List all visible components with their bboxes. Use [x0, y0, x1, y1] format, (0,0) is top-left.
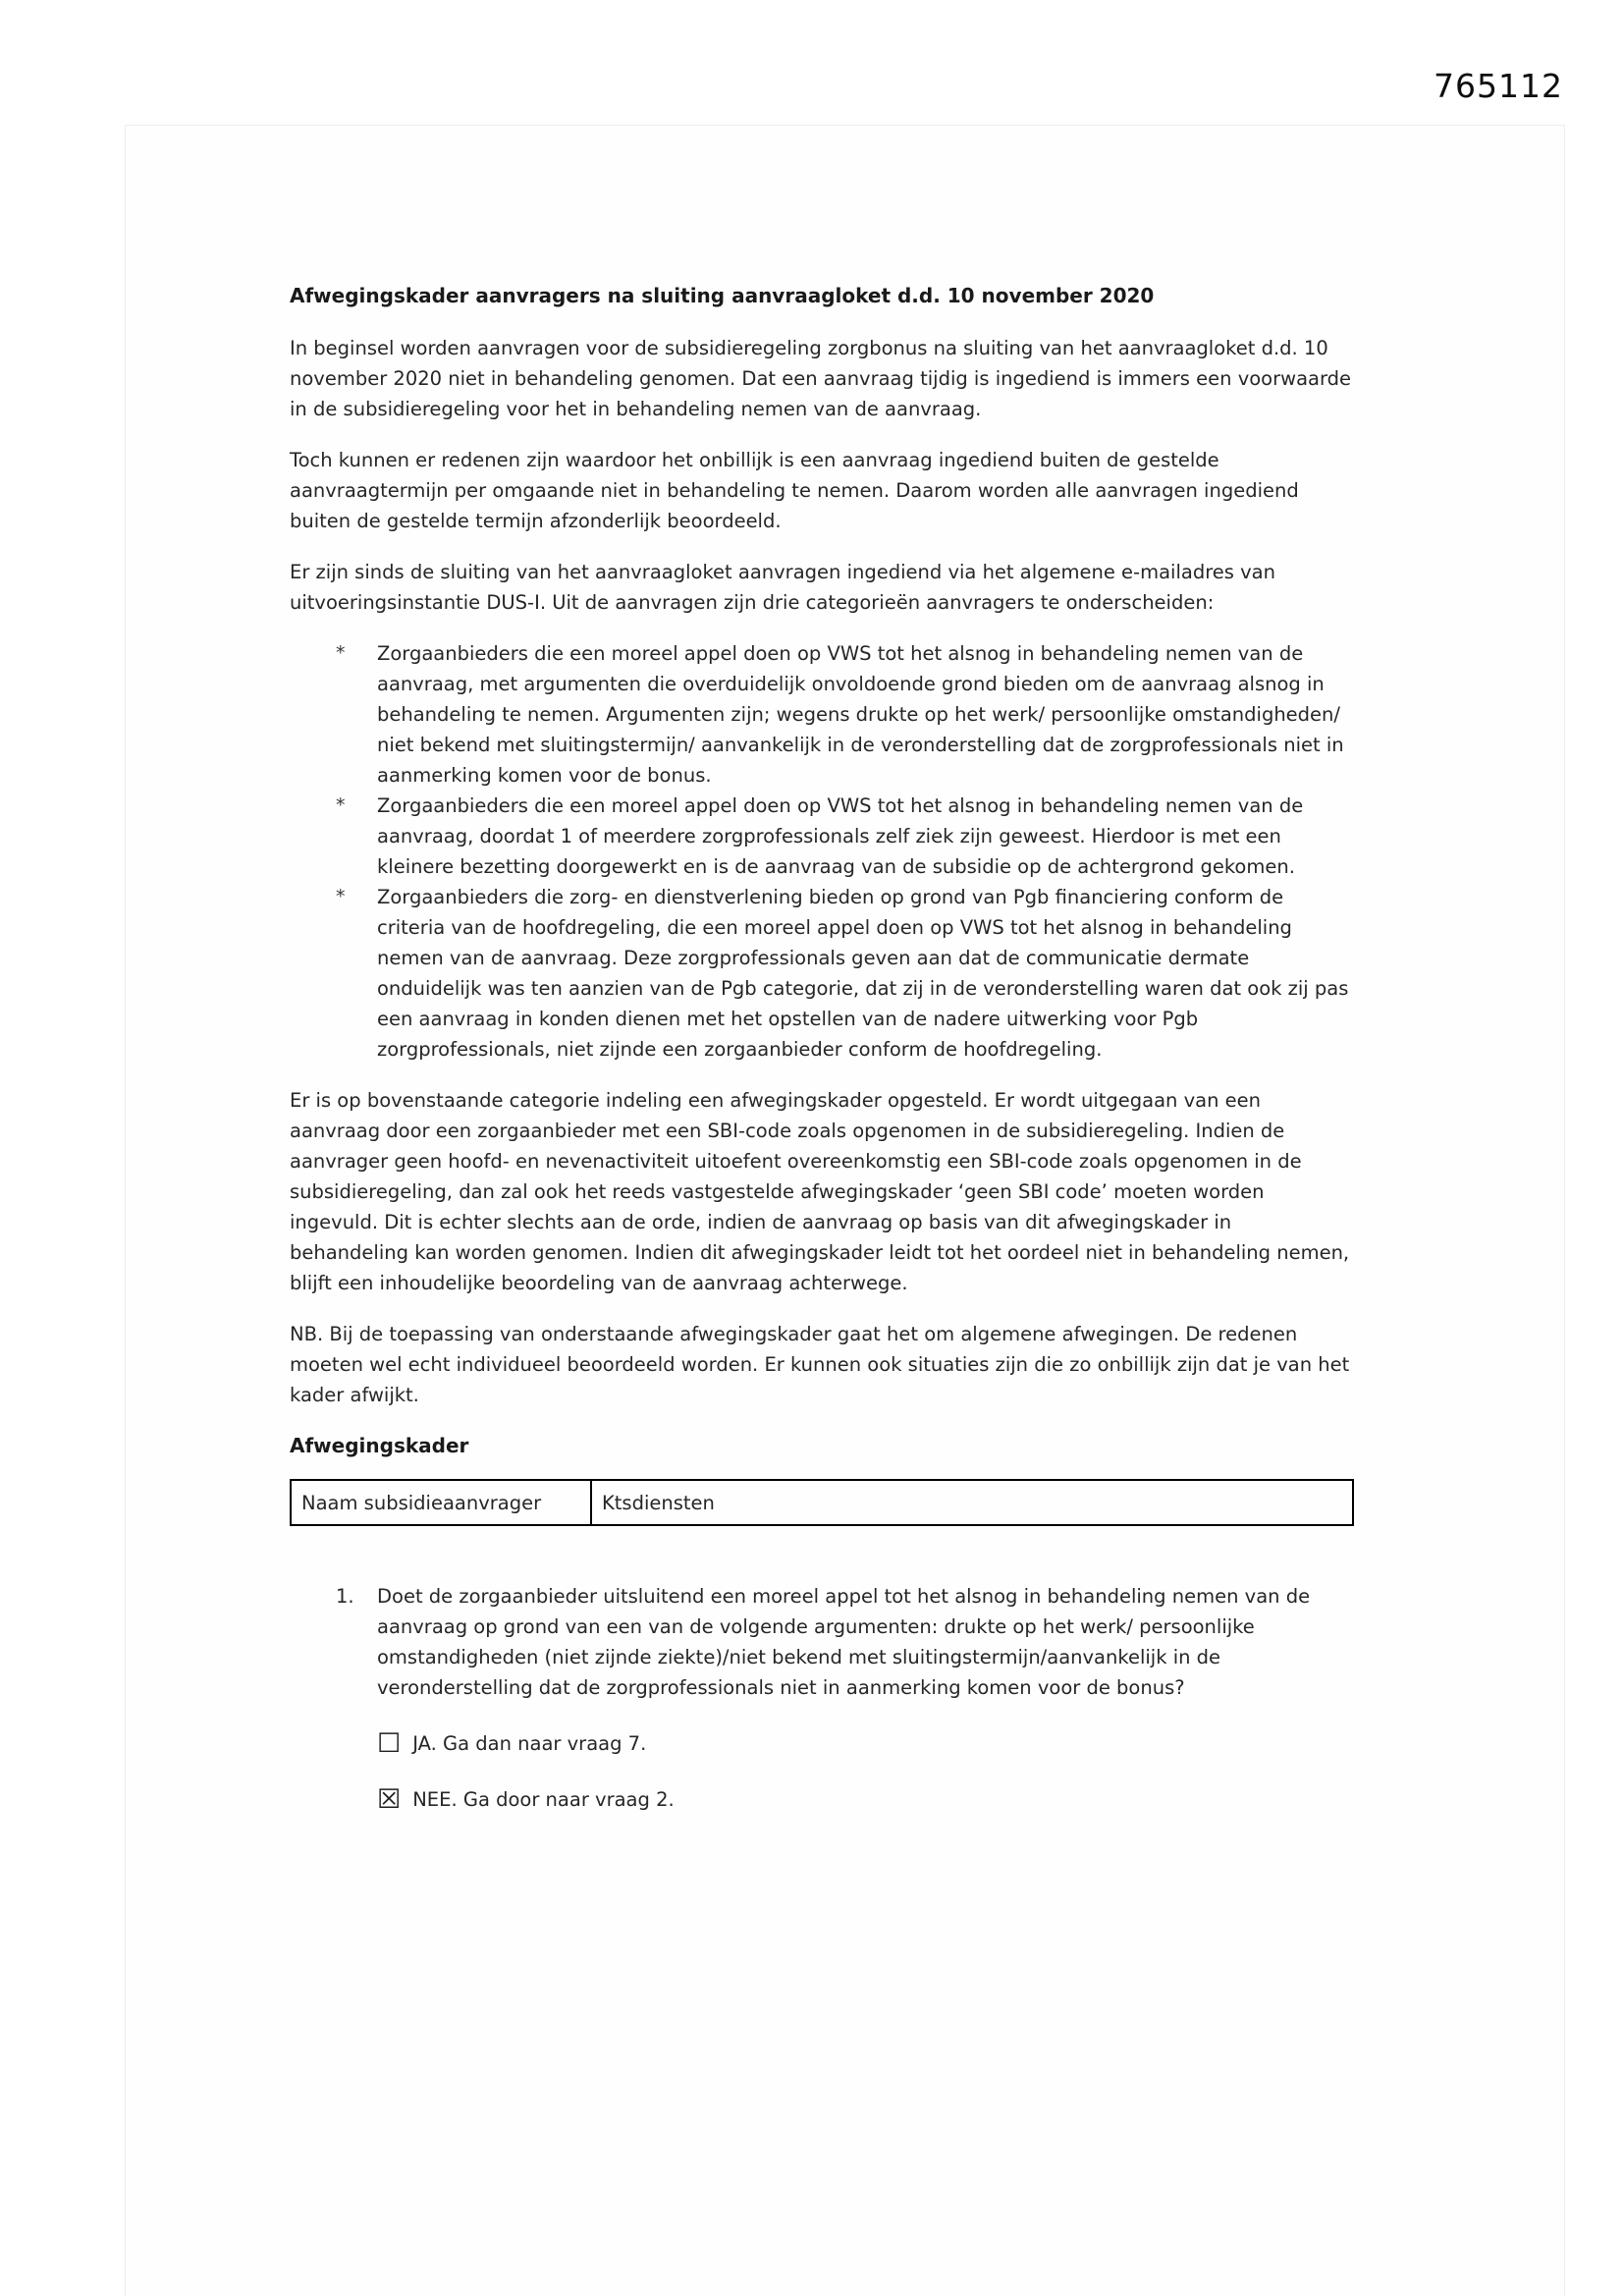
question-body: [377, 1581, 1354, 1815]
subsidy-applicant-table: [290, 1479, 1354, 1526]
table-row: [291, 1480, 1353, 1525]
checkbox-unchecked-icon[interactable]: ☐: [377, 1728, 402, 1759]
list-item-text: Zorgaanbieders die een moreel appel doen op VWS tot het alsnog in behandeling nemen van de aanvraag, doordat 1 of meerdere zorgprofessionals zelf ziek zijn geweest. Hierdoor is met een kleinere bezetting doorgewerkt en is de aanvraag van de subsidie op de achtergrond gekomen.: [377, 794, 1304, 878]
paragraph-closing-2: NB. Bij de toepassing van onderstaande afwegingskader gaat het om algemene afwegingen. De redenen moeten wel echt individueel beoordeeld worden. Er kunnen ook situaties zijn die zo onbillijk zijn dat je van het kader afwijkt.: [290, 1323, 1350, 1406]
category-list: [290, 638, 1354, 1065]
document-content: [290, 281, 1354, 1815]
bullet-icon: *: [336, 642, 346, 664]
list-item: [290, 791, 1354, 882]
list-item-text: Zorgaanbieders die zorg- en dienstverlening bieden op grond van Pgb financiering conform de criteria van de hoofdregeling, die een moreel appel doen op VWS tot het alsnog in behandeling nemen van de aanvraag. Deze zorgprofessionals geven aan dat de communicatie dermate onduidelijk was ten aanzien van de Pgb categorie, dat zij in de veronderstelling waren dat ook zij pas een aanvraag in konden dienen met het opstellen van de nadere uitwerking voor Pgb zorgprofessionals, niet zijnde een zorgaanbieder conform de hoofdregeling.: [377, 886, 1349, 1061]
paragraph-intro-2: Toch kunnen er redenen zijn waardoor het onbillijk is een aanvraag ingediend buiten de gestelde aanvraagtermijn per omgaande niet in behandeling te nemen. Daarom worden alle aanvragen ingediend buiten de gestelde termijn afzonderlijk beoordeeld.: [290, 449, 1299, 532]
table-value-cell: Ktsdiensten: [591, 1480, 1353, 1525]
table-label-cell: Naam subsidieaanvrager: [291, 1480, 591, 1525]
bullet-icon: *: [336, 794, 346, 816]
bullet-icon: *: [336, 886, 346, 907]
option-nee[interactable]: [377, 1784, 1354, 1815]
question-text: Doet de zorgaanbieder uitsluitend een moreel appel tot het alsnog in behandeling nemen van de aanvraag op grond van een van de volgende argumenten: drukte op het werk/ persoonlijke omstandigheden (niet zijnde ziekte)/niet bekend met sluitingstermijn/aanvankelijk in de veronderstelling dat de zorgprofessionals niet in aanmerking komen voor de bonus?: [377, 1585, 1311, 1699]
document-title: Afwegingskader aanvragers na sluiting aanvraagloket d.d. 10 november 2020: [290, 284, 1155, 307]
paragraph-closing-1: Er is op bovenstaande categorie indeling een afwegingskader opgesteld. Er wordt uitgegaan van een aanvraag door een zorgaanbieder met een SBI-code zoals opgenomen in de subsidieregeling. Indien de aanvrager geen hoofd- en nevenactiviteit uitoefent overeenkomstig een SBI-code zoals opgenomen in de subsidieregeling, dan zal ook het reeds vastgestelde afwegingskader ‘geen SBI code’ moeten worden ingevuld. Dit is echter slechts aan de orde, indien de aanvraag op basis van dit afwegingskader in behandeling kan worden genomen. Indien dit afwegingskader leidt tot het oordeel niet in behandeling nemen, blijft een inhoudelijke beoordeling van de aanvraag achterwege.: [290, 1089, 1350, 1294]
paragraph-intro-3: Er zijn sinds de sluiting van het aanvraagloket aanvragen ingediend via het algemene e-mailadres van uitvoeringsinstantie DUS-I. Uit de aanvragen zijn drie categorieën aanvragers te onderscheiden:: [290, 561, 1275, 614]
section-heading: Afwegingskader: [290, 1434, 469, 1457]
paragraph-intro-1: In beginsel worden aanvragen voor de subsidieregeling zorgbonus na sluiting van het aanvraagloket d.d. 10 november 2020 niet in behandeling genomen. Dat een aanvraag tijdig is ingediend is immers een voorwaarde in de subsidieregeling voor het in behandeling nemen van de aanvraag.: [290, 337, 1352, 420]
question-1: [290, 1581, 1354, 1815]
list-item: [290, 638, 1354, 791]
checkbox-checked-icon[interactable]: ☒: [377, 1784, 402, 1815]
list-item: [290, 882, 1354, 1065]
option-label: JA. Ga dan naar vraag 7.: [412, 1732, 647, 1755]
list-item-text: Zorgaanbieders die een moreel appel doen op VWS tot het alsnog in behandeling nemen van de aanvraag, met argumenten die overduidelijk onvoldoende grond bieden om de aanvraag alsnog in behandeling te nemen. Argumenten zijn; wegens drukte op het werk/ persoonlijke omstandigheden/ niet bekend met sluitingstermijn/ aanvankelijk in de veronderstelling dat de zorgprofessionals niet in aanmerking komen voor de bonus.: [377, 642, 1344, 787]
question-number: 1.: [336, 1585, 354, 1608]
option-ja[interactable]: [377, 1728, 1354, 1759]
option-label: NEE. Ga door naar vraag 2.: [412, 1788, 675, 1811]
page-number: 765112: [1434, 67, 1563, 105]
